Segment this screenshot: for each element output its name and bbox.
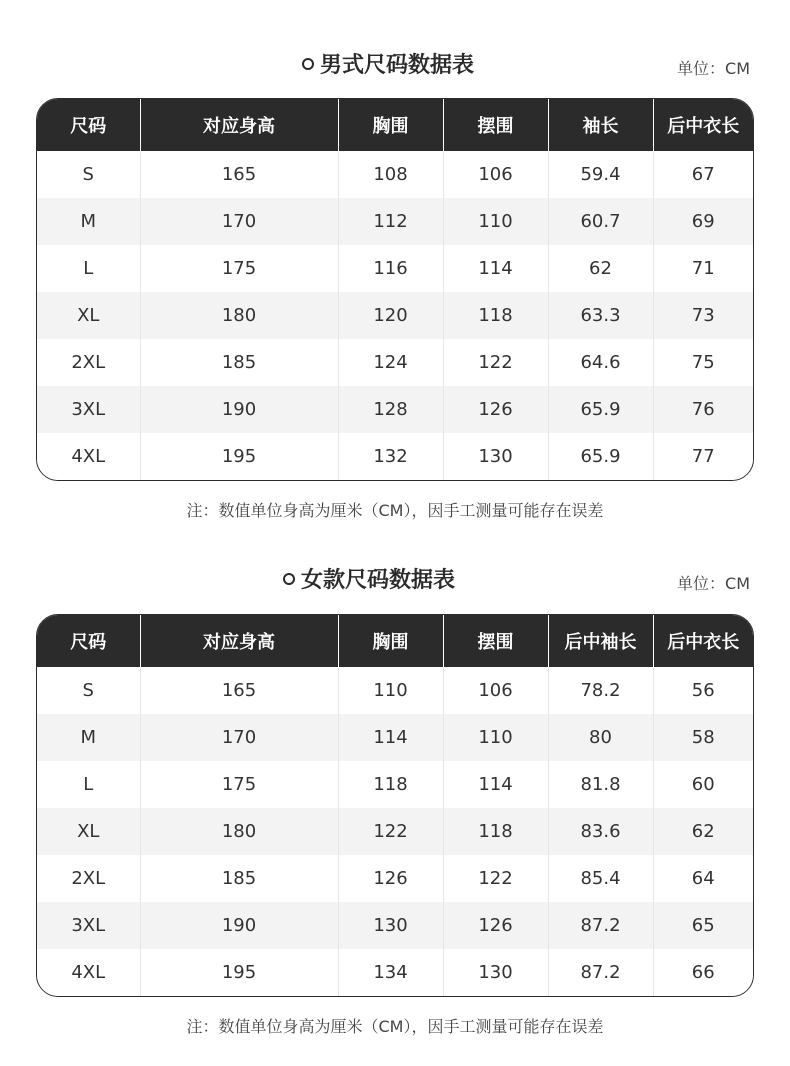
table-cell: 3XL [37,386,140,433]
table-cell: 4XL [37,433,140,480]
table-cell: 83.6 [548,808,653,855]
table-cell: 81.8 [548,761,653,808]
table-cell: 122 [443,855,548,902]
table-row [37,761,753,808]
table-cell: 3XL [37,902,140,949]
table-cell: 56 [653,667,753,714]
womens-unit-label: 单位：CM [677,574,750,593]
table-cell: 130 [443,433,548,480]
table-cell: 126 [443,386,548,433]
mens-note: 注：数值单位身高为厘米（CM），因手工测量可能存在误差 [186,501,604,520]
table-row [37,198,753,245]
table-row [37,808,753,855]
womens-title-row [0,561,790,601]
table-cell: 59.4 [548,151,653,198]
table-row [37,667,753,714]
table-cell: 65.9 [548,433,653,480]
womens-title [283,561,455,601]
table-cell: L [37,761,140,808]
table-cell: 118 [443,808,548,855]
table-cell: 106 [443,151,548,198]
table-cell: 2XL [37,339,140,386]
table-cell: 195 [140,949,338,996]
mens-unit-label: 单位：CM [677,59,750,78]
table-cell: 122 [443,339,548,386]
table-cell: 80 [548,714,653,761]
header-cell: 对应身高 [140,99,338,151]
table-cell: 180 [140,292,338,339]
table-row [37,339,753,386]
table-cell: 65.9 [548,386,653,433]
table-cell: 128 [338,386,443,433]
table-cell: 185 [140,855,338,902]
table-cell: 116 [338,245,443,292]
table-cell: 134 [338,949,443,996]
table-row [37,151,753,198]
table-cell: 87.2 [548,902,653,949]
table-cell: 185 [140,339,338,386]
table-cell: 124 [338,339,443,386]
header-cell: 后中衣长 [653,615,753,667]
table-cell: 112 [338,198,443,245]
header-cell: 摆围 [443,615,548,667]
header-cell: 后中衣长 [653,99,753,151]
mens-size-table [36,98,754,481]
table-cell: 58 [653,714,753,761]
header-cell: 胸围 [338,615,443,667]
table-header-row [37,99,753,151]
table-cell: 78.2 [548,667,653,714]
table-cell: 165 [140,667,338,714]
table-cell: 65 [653,902,753,949]
table-cell: 175 [140,245,338,292]
table-cell: 126 [338,855,443,902]
table-cell: 114 [338,714,443,761]
header-cell: 后中袖长 [548,615,653,667]
table-cell: 130 [443,949,548,996]
table-cell: 63.3 [548,292,653,339]
table-cell: 64 [653,855,753,902]
womens-note: 注：数值单位身高为厘米（CM），因手工测量可能存在误差 [186,1017,604,1036]
table-cell: 106 [443,667,548,714]
header-cell: 摆围 [443,99,548,151]
table-cell: 76 [653,386,753,433]
table-cell: 67 [653,151,753,198]
header-cell: 对应身高 [140,615,338,667]
table-cell: 108 [338,151,443,198]
header-cell: 胸围 [338,99,443,151]
ring-bullet-icon [283,573,295,585]
table-cell: 66 [653,949,753,996]
table-cell: 132 [338,433,443,480]
womens-size-table [36,614,754,997]
table-cell: 64.6 [548,339,653,386]
table-row [37,245,753,292]
table-row [37,855,753,902]
table-cell: 62 [653,808,753,855]
table-row [37,949,753,996]
table-cell: 73 [653,292,753,339]
table-row [37,292,753,339]
table-header-row [37,615,753,667]
table-cell: XL [37,292,140,339]
table-cell: 75 [653,339,753,386]
table-cell: 170 [140,714,338,761]
table-cell: 110 [443,198,548,245]
table-cell: 87.2 [548,949,653,996]
table-cell: 175 [140,761,338,808]
table-cell: 110 [338,667,443,714]
table-cell: 114 [443,761,548,808]
table-cell: 130 [338,902,443,949]
table-cell: 4XL [37,949,140,996]
table-row [37,714,753,761]
table-cell: XL [37,808,140,855]
table-cell: 62 [548,245,653,292]
table-cell: M [37,714,140,761]
table-cell: 122 [338,808,443,855]
table-cell: 170 [140,198,338,245]
header-cell: 袖长 [548,99,653,151]
table-cell: 118 [443,292,548,339]
ring-bullet-icon [302,58,314,70]
table-cell: 60.7 [548,198,653,245]
table-cell: 110 [443,714,548,761]
table-cell: 190 [140,902,338,949]
table-cell: 114 [443,245,548,292]
table-cell: S [37,667,140,714]
table-cell: 77 [653,433,753,480]
header-cell: 尺码 [37,99,140,151]
table-cell: M [37,198,140,245]
mens-title-text: 男式尺码数据表 [320,53,475,78]
header-cell: 尺码 [37,615,140,667]
table-row [37,386,753,433]
table-cell: 165 [140,151,338,198]
table-cell: 180 [140,808,338,855]
table-cell: 71 [653,245,753,292]
table-cell: 60 [653,761,753,808]
table-cell: 2XL [37,855,140,902]
table-row [37,433,753,480]
table-cell: 120 [338,292,443,339]
table-cell: 69 [653,198,753,245]
mens-title-row [0,46,790,86]
table-cell: L [37,245,140,292]
table-cell: 195 [140,433,338,480]
table-cell: 118 [338,761,443,808]
table-cell: 85.4 [548,855,653,902]
table-row [37,902,753,949]
womens-title-text: 女款尺码数据表 [301,568,456,593]
table-cell: S [37,151,140,198]
table-cell: 126 [443,902,548,949]
table-cell: 190 [140,386,338,433]
mens-title [302,46,474,86]
